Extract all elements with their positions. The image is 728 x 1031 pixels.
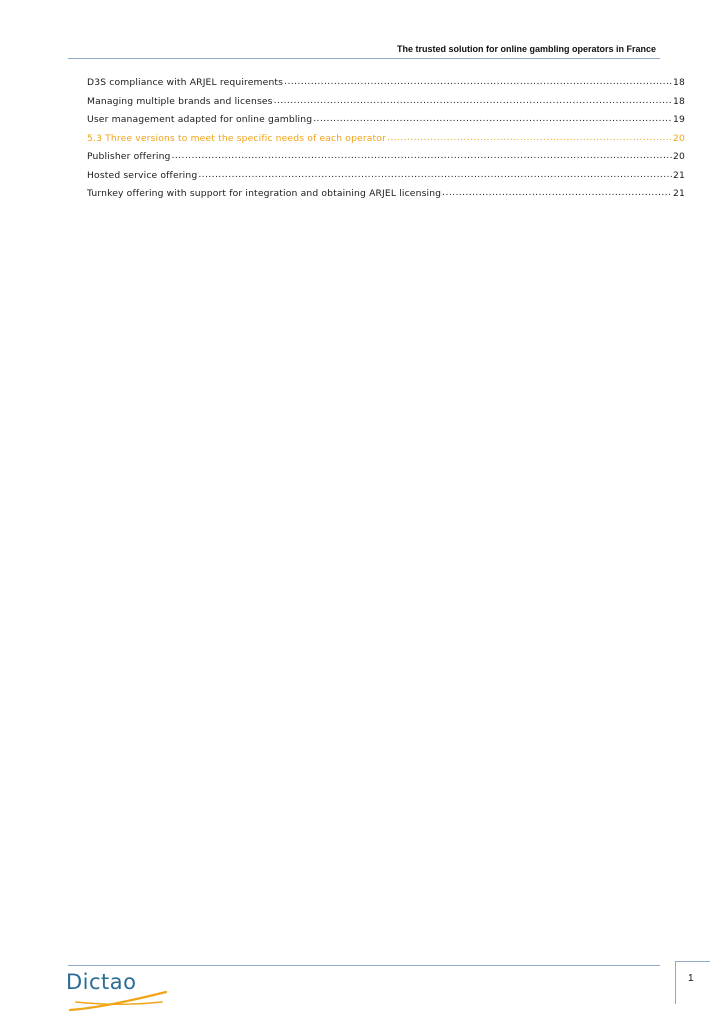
header-title: The trusted solution for online gambling operators in France xyxy=(396,44,656,54)
toc-entry-label: Publisher offering xyxy=(87,151,171,162)
toc-leader-dots xyxy=(387,132,672,141)
toc-entry-page: 21 xyxy=(673,169,685,181)
toc-entry-label: 5.3 Three versions to meet the specific needs of each operator xyxy=(87,132,387,144)
toc-entry-page: 19 xyxy=(673,114,685,125)
toc-entry[interactable] xyxy=(87,113,685,132)
logo-wordmark: Dictao xyxy=(66,970,137,994)
toc-leader-dots xyxy=(284,76,672,85)
toc-entry-label: Managing multiple brands and licenses xyxy=(87,95,273,107)
toc-entry[interactable] xyxy=(87,76,685,95)
toc-entry-page: 20 xyxy=(673,132,685,144)
page-number: 1 xyxy=(688,973,694,984)
toc-leader-dots xyxy=(313,113,672,122)
header-divider xyxy=(68,58,660,59)
toc-entry[interactable] xyxy=(87,187,685,206)
toc-entry[interactable] xyxy=(87,150,685,169)
toc-entry-page: 18 xyxy=(673,77,685,88)
toc-entry-page: 18 xyxy=(673,95,685,107)
toc-entry-page: 20 xyxy=(673,151,685,162)
toc-entry-label: Hosted service offering xyxy=(87,169,198,181)
toc-section-entry[interactable] xyxy=(87,132,685,151)
toc-entry-label: Turnkey offering with support for integration and obtaining ARJEL licensing xyxy=(87,188,442,199)
toc-leader-dots xyxy=(442,187,672,196)
logo-swoosh-icon xyxy=(66,988,170,1014)
toc-entry-label: D3S compliance with ARJEL requirements xyxy=(87,77,284,88)
table-of-contents xyxy=(87,76,685,206)
page-number-box xyxy=(675,961,710,1004)
dictao-logo xyxy=(66,970,176,1014)
toc-entry[interactable] xyxy=(87,169,685,188)
toc-entry-label: User management adapted for online gambling xyxy=(87,114,313,125)
toc-leader-dots xyxy=(274,95,672,104)
toc-entry-page: 21 xyxy=(673,188,685,199)
toc-entry[interactable] xyxy=(87,95,685,114)
toc-leader-dots xyxy=(172,150,672,159)
toc-leader-dots xyxy=(198,169,672,178)
footer-divider xyxy=(68,965,660,966)
